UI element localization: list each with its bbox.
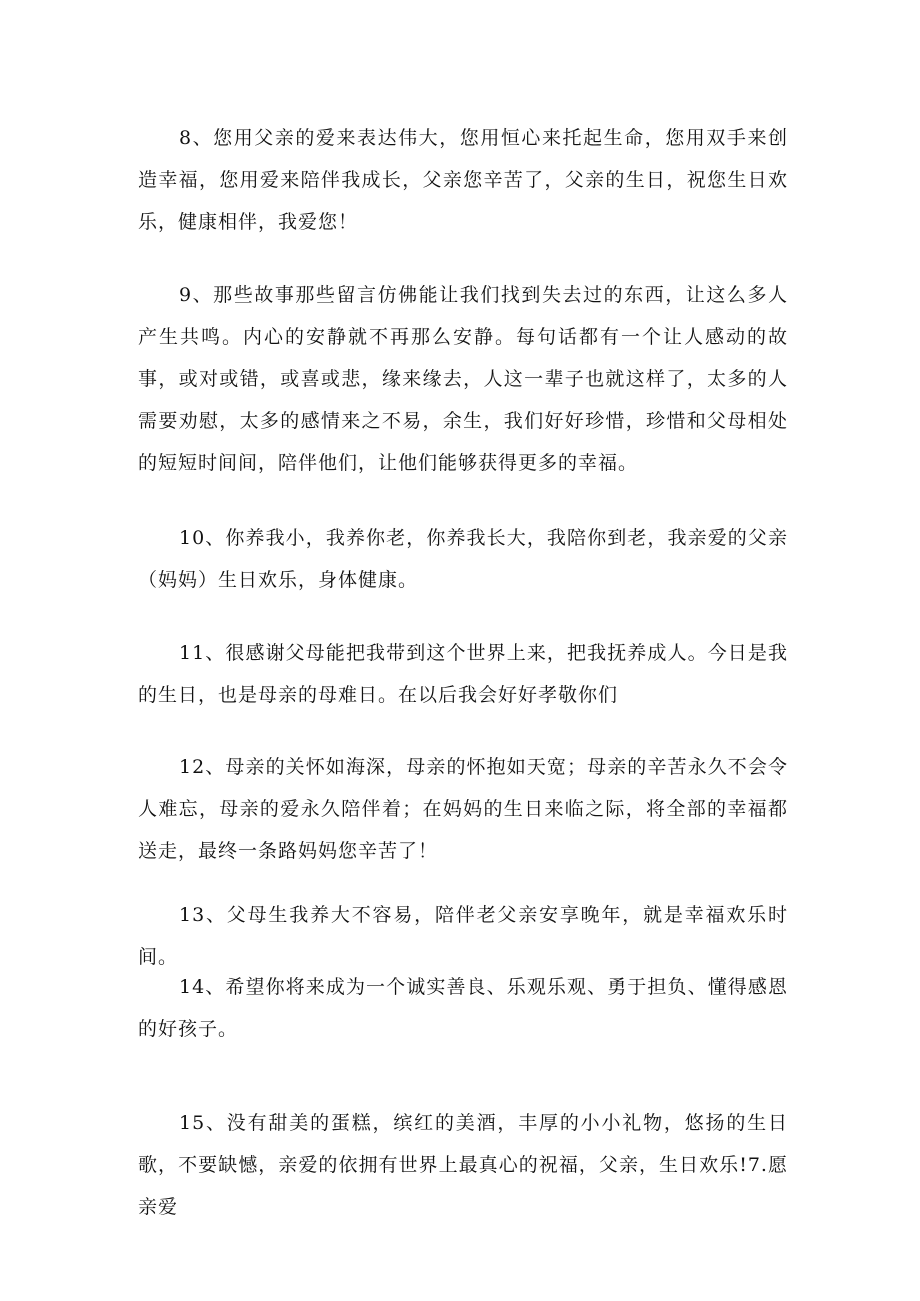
paragraph-12: 12、母亲的关怀如海深，母亲的怀抱如天宽；母亲的辛苦永久不会令人难忘，母亲的爱永久陪伴着；在妈妈的生日来临之际，将全部的幸福都送走，最终一条路妈妈您辛苦了！ <box>138 756 788 862</box>
paragraph-8: 8、您用父亲的爱来表达伟大，您用恒心来托起生命，您用双手来创造幸福，您用爱来陪伴我成长，父亲您辛苦了，父亲的生日，祝您生日欢乐，健康相伴，我爱您！ <box>138 127 788 233</box>
paragraph-10: 10、你养我小，我养你老，你养我长大，我陪你到老，我亲爱的父亲（妈妈）生日欢乐，身体健康。 <box>138 527 788 591</box>
paragraph-13: 13、父母生我养大不容易，陪伴老父亲安享晚年，就是幸福欢乐时间。 <box>138 904 788 968</box>
paragraph-14: 14、希望你将来成为一个诚实善良、乐观乐观、勇于担负、懂得感恩的好孩子。 <box>138 976 788 1040</box>
paragraph-15: 15、没有甜美的蛋糕，缤红的美酒，丰厚的小小礼物，悠扬的生日歌，不要缺憾，亲爱的依拥有世界上最真心的祝福，父亲，生日欢乐!7.愿亲爱 <box>138 1112 788 1218</box>
paragraph-11: 11、很感谢父母能把我带到这个世界上来，把我抚养成人。今日是我的生日，也是母亲的母难日。在以后我会好好孝敬你们 <box>138 642 788 706</box>
paragraph-9: 9、那些故事那些留言仿佛能让我们找到失去过的东西，让这么多人产生共鸣。内心的安静就不再那么安静。每句话都有一个让人感动的故事，或对或错，或喜或悲，缘来缘去，人这一辈子也就这样了，太多的人需要劝慰，太多的感情来之不易，余生，我们好好珍惜，珍惜和父母相处的短短时间间，陪伴他们，让他们能够获得更多的幸福。 <box>138 284 788 474</box>
